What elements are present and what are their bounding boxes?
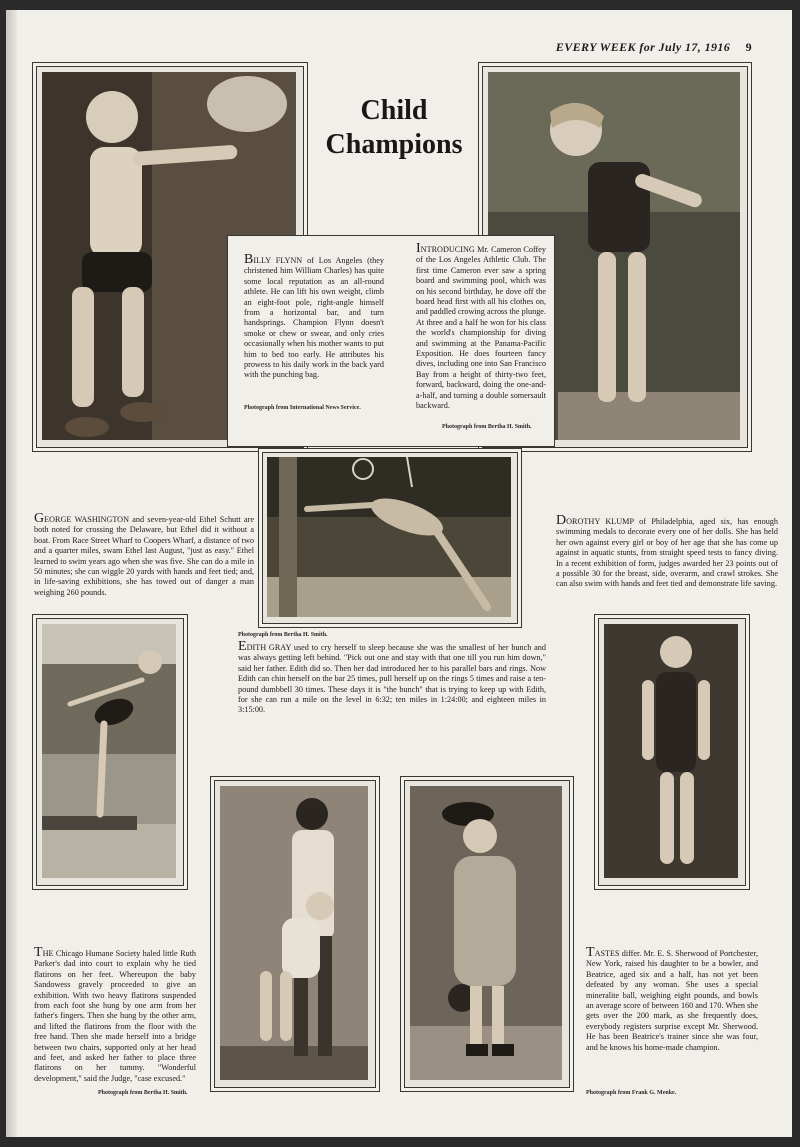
page-gutter bbox=[6, 10, 17, 1137]
title-line-1: Child bbox=[360, 95, 428, 126]
issue-date: July 17, 1916 bbox=[658, 40, 731, 54]
page-header bbox=[556, 40, 752, 55]
credit-billy: Photograph from International News Service. bbox=[244, 405, 361, 411]
credit-edith: Photograph from Bertha H. Smith. bbox=[238, 632, 328, 638]
dropcap: T bbox=[34, 945, 43, 960]
story-cameron-coffey bbox=[416, 241, 546, 412]
dropcap: I bbox=[416, 241, 421, 256]
story-text: ILLY FLYNN of Los Angeles (they christened him William Charles) has quite some local reputation as an all-round athlete. He can lift his own weight, climb an eight-foot pole, right-angle himself from a horizontal bar, and turn handsprings. Champion Flynn doesn't smoke or chew or swear, and only cries occasionally when his mother wants to put him to bed too early. He attributes his prowess to his daily work in the back yard with the punching bag. bbox=[244, 256, 384, 380]
dropcap: D bbox=[556, 513, 567, 528]
photo-beatrice-sherwood bbox=[410, 786, 562, 1080]
magazine-page bbox=[6, 10, 792, 1137]
story-text: NTRODUCING Mr. Cameron Coffey of the Los Angeles Athletic Club. The first time Cameron ever saw a spring board and swimming pool, which was on his second birthday, he dove off the board head first with all his clothes on, and paddled crowing across the plunge. At three and a half he won for his class the world's championship for diving and swimming at the Panama-Pacific Exposition. He does fourteen fancy dives, including one into San Francisco Bay from a height of thirty-two feet, forward, backward, doing the one-and-a-half, and turning a double somersault backward. bbox=[416, 245, 546, 411]
story-billy-flynn bbox=[244, 252, 384, 381]
story-george-washington bbox=[34, 511, 254, 598]
dropcap: G bbox=[34, 511, 45, 526]
photo-ruth-parker bbox=[220, 786, 368, 1080]
story-text: OROTHY KLUMP of Philadelphia, aged six, has enough swimming medals to decorate every one of her dolls. She has held her own against every girl or boy of her age that she has come up against in aquatic stunts, from straight speed tests to fancy diving. In a recent exhibition of form, judges awarded her 23 points out of a possible 30 for the breast, side, overarm, and crawl strokes. She can also swim with hands and feet tied and demonstrate life saving. bbox=[556, 517, 778, 589]
date-prefix: for bbox=[639, 40, 656, 54]
story-edith-gray bbox=[238, 639, 546, 716]
dropcap: T bbox=[586, 945, 595, 960]
photo-edith-rings bbox=[267, 457, 511, 617]
story-dorothy-klump bbox=[556, 513, 778, 590]
credit-beatrice: Photograph from Frank G. Menke. bbox=[586, 1090, 677, 1096]
page-number: 9 bbox=[745, 40, 752, 54]
story-ruth-parker bbox=[34, 945, 196, 1084]
photo-dorothy-klump bbox=[604, 624, 738, 878]
title-line-2: Champions bbox=[325, 129, 463, 160]
story-text: ASTES differ. Mr. E. S. Sherwood of Portchester, New York, raised his daughter to be a bowler, and Beatrice, aged six and a half, has not yet been defeated by any woman. She uses a special mineralite ball, weighing eight pounds, and bowls an average score of between 160 and 170. When she gets over the 200 mark, as she frequently does, everybody registers surprise except Mr. Sherwood. He has been Beatrice's trainer since she was four, and he knows his home-made champion. bbox=[586, 949, 758, 1052]
photo-ethel-schutt bbox=[42, 624, 176, 878]
credit-ruth: Photograph from Bertha H. Smith. bbox=[98, 1090, 188, 1096]
story-text: EORGE WASHINGTON and seven-year-old Ethel Schutt are both noted for crossing the Delaware, but Ethel did it without a boat. From Race Street Wharf to Coopers Wharf, a distance of two and a quarter miles, swam Ethel last August, "just as easy." Ethel learned to swim years ago when she was five. She can do a mile in 50 minutes; she can wiggle 20 yards with hands and feet tied; and, in life-saving exhibitions, she has towed out of danger a man weighing 260 pounds. bbox=[34, 515, 254, 597]
dropcap: E bbox=[238, 639, 247, 654]
story-text: HE Chicago Humane Society haled little Ruth Parker's dad into court to explain why he tied flatirons on her feet. Whereupon the baby Sandowess gravely proceeded to give an exhibition. With two heavy flatirons suspended from each foot she hung by one arm from her father's fingers. Then she hung by the other arm, and lifted the flatirons from the floor with the free hand. Then she made herself into a bridge between two chairs, supported only at her head and feet, and asked her father to place three flatirons on her tummy. "Wonderful development," said the Judge, "case excused." bbox=[34, 949, 196, 1083]
magazine-name: EVERY WEEK bbox=[555, 40, 636, 54]
story-text: DITH GRAY used to cry herself to sleep because she was the smallest of her bunch and was always getting left behind. "Pick out one and stay with that one till you run him down," said her father. Edith did so. Then her dad introduced her to his parallel bars and rings. Now Edith can chin herself on the bar 25 times, pull herself up on the rings 5 times and raise a ten-pound dumbbell 30 times. These days it is "the bunch" that is trying to keep up with Edith, for she can run a mile on the level in 6:32; ten miles in 1:24:00; and eighteen miles in 3:15:00. bbox=[238, 643, 546, 715]
credit-cameron: Photograph from Bertha H. Smith. bbox=[442, 424, 532, 430]
dropcap: B bbox=[244, 252, 254, 267]
article-title bbox=[314, 94, 474, 162]
story-beatrice-sherwood bbox=[586, 945, 758, 1053]
